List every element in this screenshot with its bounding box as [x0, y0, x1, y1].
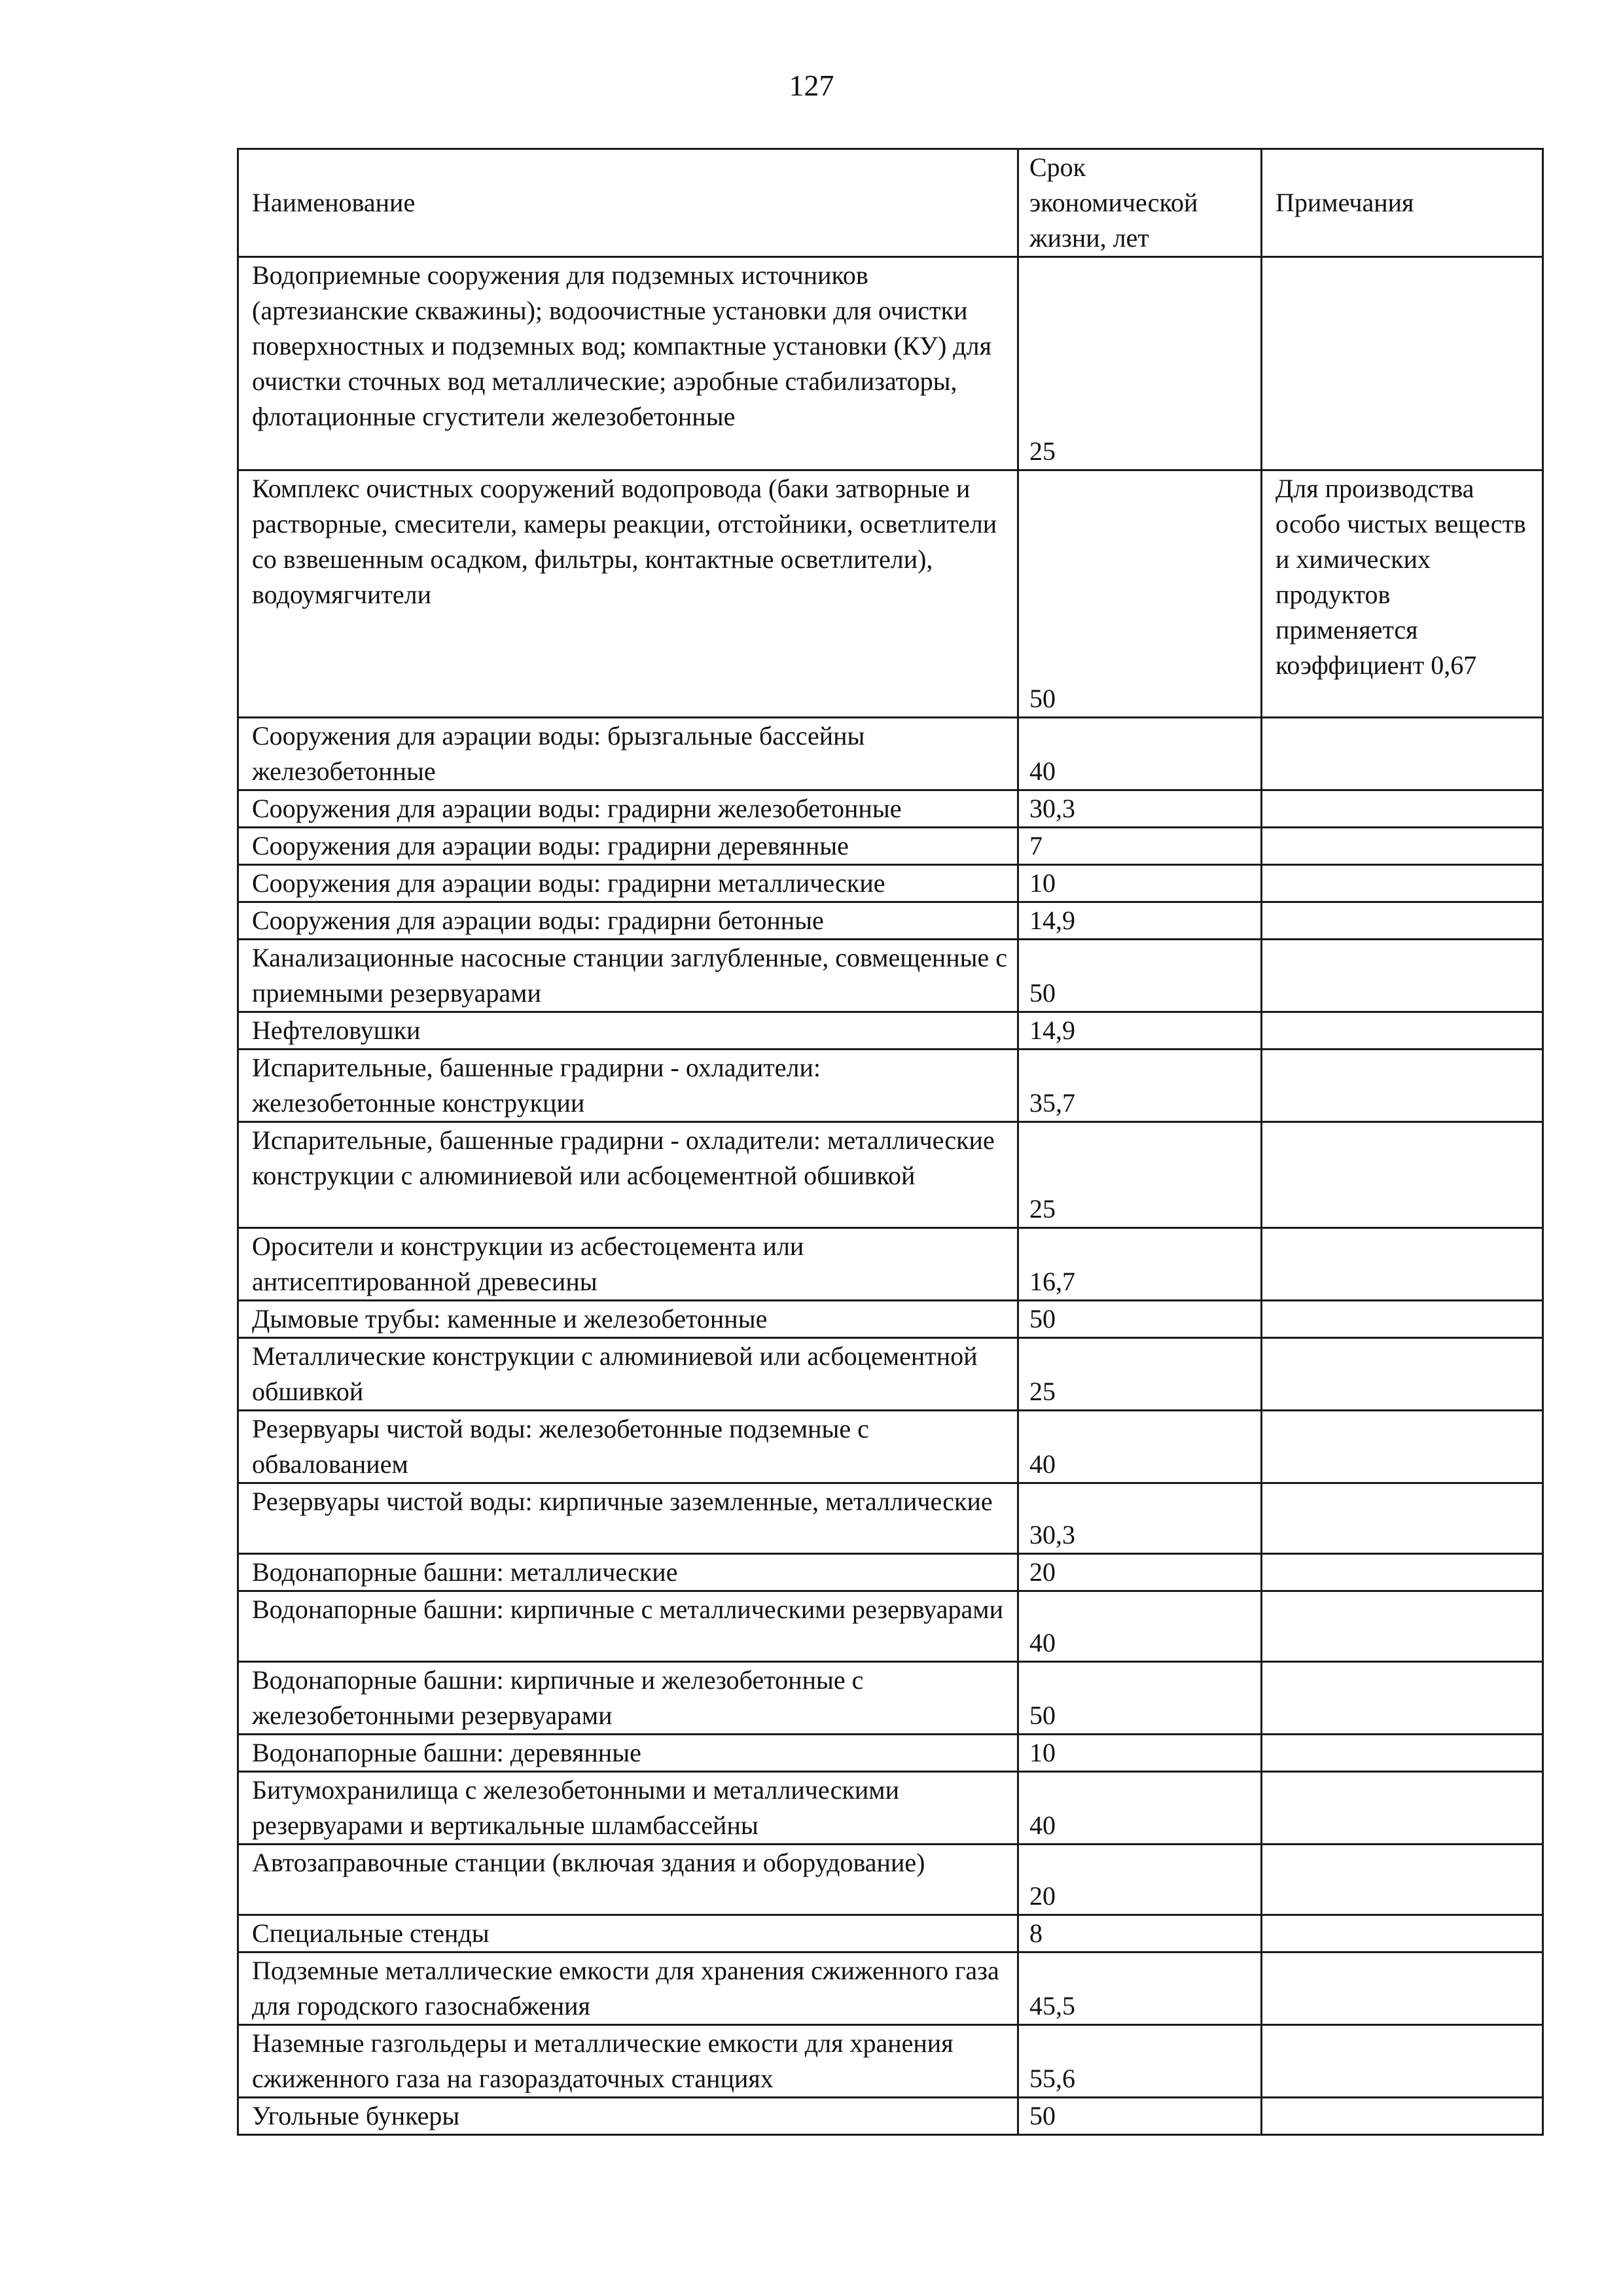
cell-economic-life: 16,7 — [1018, 1228, 1262, 1301]
cell-name: Испарительные, башенные градирни - охладители: железобетонные конструкции — [238, 1050, 1018, 1122]
cell-name: Битумохранилища с железобетонными и металлическими резервуарами и вертикальные шламбассейны — [238, 1772, 1018, 1845]
header-notes: Примечания — [1262, 149, 1543, 257]
cell-economic-life: 10 — [1018, 1735, 1262, 1772]
cell-economic-life: 20 — [1018, 1554, 1262, 1591]
cell-name: Угольные бункеры — [238, 2098, 1018, 2135]
table-body — [238, 257, 1543, 2135]
cell-notes — [1262, 1591, 1543, 1662]
table-row — [238, 865, 1543, 902]
cell-name: Специальные стенды — [238, 1915, 1018, 1952]
cell-name: Резервуары чистой воды: железобетонные подземные с обвалованием — [238, 1411, 1018, 1483]
table-row — [238, 1122, 1543, 1228]
cell-notes — [1262, 257, 1543, 470]
cell-economic-life: 50 — [1018, 1301, 1262, 1338]
header-economic-life — [1018, 149, 1262, 257]
cell-notes — [1262, 1554, 1543, 1591]
cell-notes — [1262, 1735, 1543, 1772]
table-row — [238, 790, 1543, 828]
header-economic-life-line-2: экономической — [1029, 188, 1198, 217]
cell-economic-life: 50 — [1018, 470, 1262, 718]
table-row — [238, 470, 1543, 718]
table-row — [238, 1301, 1543, 1338]
table-row — [238, 1228, 1543, 1301]
cell-economic-life: 25 — [1018, 1338, 1262, 1411]
table-row — [238, 257, 1543, 470]
table-row — [238, 1012, 1543, 1050]
cell-name: Дымовые трубы: каменные и железобетонные — [238, 1301, 1018, 1338]
cell-economic-life: 50 — [1018, 1662, 1262, 1735]
table-row — [238, 828, 1543, 865]
cell-name: Наземные газгольдеры и металлические емкости для хранения сжиженного газа на газораздаточных станциях — [238, 2025, 1018, 2098]
cell-notes: Для производства особо чистых веществ и химических продуктов применяется коэффициент 0,67 — [1262, 470, 1543, 718]
cell-economic-life: 8 — [1018, 1915, 1262, 1952]
table-row — [238, 1338, 1543, 1411]
cell-economic-life: 45,5 — [1018, 1952, 1262, 2025]
cell-name: Резервуары чистой воды: кирпичные заземленные, металлические — [238, 1483, 1018, 1554]
table-row — [238, 1915, 1543, 1952]
cell-economic-life: 30,3 — [1018, 790, 1262, 828]
cell-name: Комплекс очистных сооружений водопровода (баки затворные и растворные, смесители, камеры реакции, отстойники, осветлители со взвешенным осадком, фильтры, контактные осветлители), водоумягчители — [238, 470, 1018, 718]
cell-notes — [1262, 1483, 1543, 1554]
cell-notes — [1262, 1845, 1543, 1915]
table-row — [238, 1952, 1543, 2025]
cell-name: Водонапорные башни: металлические — [238, 1554, 1018, 1591]
cell-notes — [1262, 2025, 1543, 2098]
cell-economic-life: 25 — [1018, 257, 1262, 470]
cell-name: Водоприемные сооружения для подземных источников (артезианские скважины); водоочистные установки для очистки поверхностных и подземных вод; компактные установки (КУ) для очистки сточных вод металлические; аэробные стабилизаторы, флотационные сгустители железобетонные — [238, 257, 1018, 470]
table-row — [238, 1050, 1543, 1122]
cell-notes — [1262, 1301, 1543, 1338]
cell-name: Нефтеловушки — [238, 1012, 1018, 1050]
cell-economic-life: 40 — [1018, 1772, 1262, 1845]
cell-notes — [1262, 790, 1543, 828]
cell-notes — [1262, 1411, 1543, 1483]
header-economic-life-line-3: жизни, лет — [1029, 223, 1149, 253]
cell-economic-life: 55,6 — [1018, 2025, 1262, 2098]
cell-economic-life: 50 — [1018, 940, 1262, 1012]
economic-life-table — [237, 148, 1544, 2136]
table-row — [238, 1591, 1543, 1662]
table-header-row — [238, 149, 1543, 257]
cell-economic-life: 14,9 — [1018, 902, 1262, 940]
cell-name: Металлические конструкции с алюминиевой или асбоцементной обшивкой — [238, 1338, 1018, 1411]
cell-name: Испарительные, башенные градирни - охладители: металлические конструкции с алюминиевой или асбоцементной обшивкой — [238, 1122, 1018, 1228]
cell-name: Канализационные насосные станции заглубленные, совмещенные с приемными резервуарами — [238, 940, 1018, 1012]
cell-economic-life: 10 — [1018, 865, 1262, 902]
cell-notes — [1262, 865, 1543, 902]
table-row — [238, 1662, 1543, 1735]
cell-notes — [1262, 1338, 1543, 1411]
table-row — [238, 1735, 1543, 1772]
cell-name: Сооружения для аэрации воды: брызгальные бассейны железобетонные — [238, 718, 1018, 790]
table-row — [238, 1845, 1543, 1915]
table-row — [238, 902, 1543, 940]
cell-notes — [1262, 1952, 1543, 2025]
cell-economic-life: 40 — [1018, 1411, 1262, 1483]
cell-notes — [1262, 828, 1543, 865]
table-row — [238, 2098, 1543, 2135]
cell-name: Сооружения для аэрации воды: градирни железобетонные — [238, 790, 1018, 828]
cell-name: Подземные металлические емкости для хранения сжиженного газа для городского газоснабжения — [238, 1952, 1018, 2025]
cell-economic-life: 7 — [1018, 828, 1262, 865]
table-row — [238, 940, 1543, 1012]
cell-notes — [1262, 902, 1543, 940]
cell-name: Водонапорные башни: кирпичные с металлическими резервуарами — [238, 1591, 1018, 1662]
table-row — [238, 1554, 1543, 1591]
cell-economic-life: 14,9 — [1018, 1012, 1262, 1050]
cell-economic-life: 25 — [1018, 1122, 1262, 1228]
table-row — [238, 1483, 1543, 1554]
page-number: 127 — [789, 69, 834, 102]
cell-name: Сооружения для аэрации воды: градирни деревянные — [238, 828, 1018, 865]
cell-name: Оросители и конструкции из асбестоцемента или антисептированной древесины — [238, 1228, 1018, 1301]
table-row — [238, 718, 1543, 790]
cell-economic-life: 40 — [1018, 1591, 1262, 1662]
cell-name: Водонапорные башни: кирпичные и железобетонные с железобетонными резервуарами — [238, 1662, 1018, 1735]
table-row — [238, 1772, 1543, 1845]
cell-economic-life: 40 — [1018, 718, 1262, 790]
cell-notes — [1262, 1050, 1543, 1122]
cell-notes — [1262, 718, 1543, 790]
cell-notes — [1262, 1915, 1543, 1952]
header-economic-life-line-1: Срок — [1029, 152, 1086, 182]
cell-name: Сооружения для аэрации воды: градирни металлические — [238, 865, 1018, 902]
cell-economic-life: 20 — [1018, 1845, 1262, 1915]
table-row — [238, 1411, 1543, 1483]
cell-name: Сооружения для аэрации воды: градирни бетонные — [238, 902, 1018, 940]
cell-economic-life: 50 — [1018, 2098, 1262, 2135]
cell-notes — [1262, 1662, 1543, 1735]
cell-notes — [1262, 1012, 1543, 1050]
cell-notes — [1262, 1122, 1543, 1228]
cell-notes — [1262, 1228, 1543, 1301]
cell-notes — [1262, 2098, 1543, 2135]
cell-notes — [1262, 940, 1543, 1012]
cell-notes — [1262, 1772, 1543, 1845]
cell-name: Водонапорные башни: деревянные — [238, 1735, 1018, 1772]
table-row — [238, 2025, 1543, 2098]
cell-economic-life: 30,3 — [1018, 1483, 1262, 1554]
cell-economic-life: 35,7 — [1018, 1050, 1262, 1122]
cell-name: Автозаправочные станции (включая здания и оборудование) — [238, 1845, 1018, 1915]
header-name: Наименование — [238, 149, 1018, 257]
